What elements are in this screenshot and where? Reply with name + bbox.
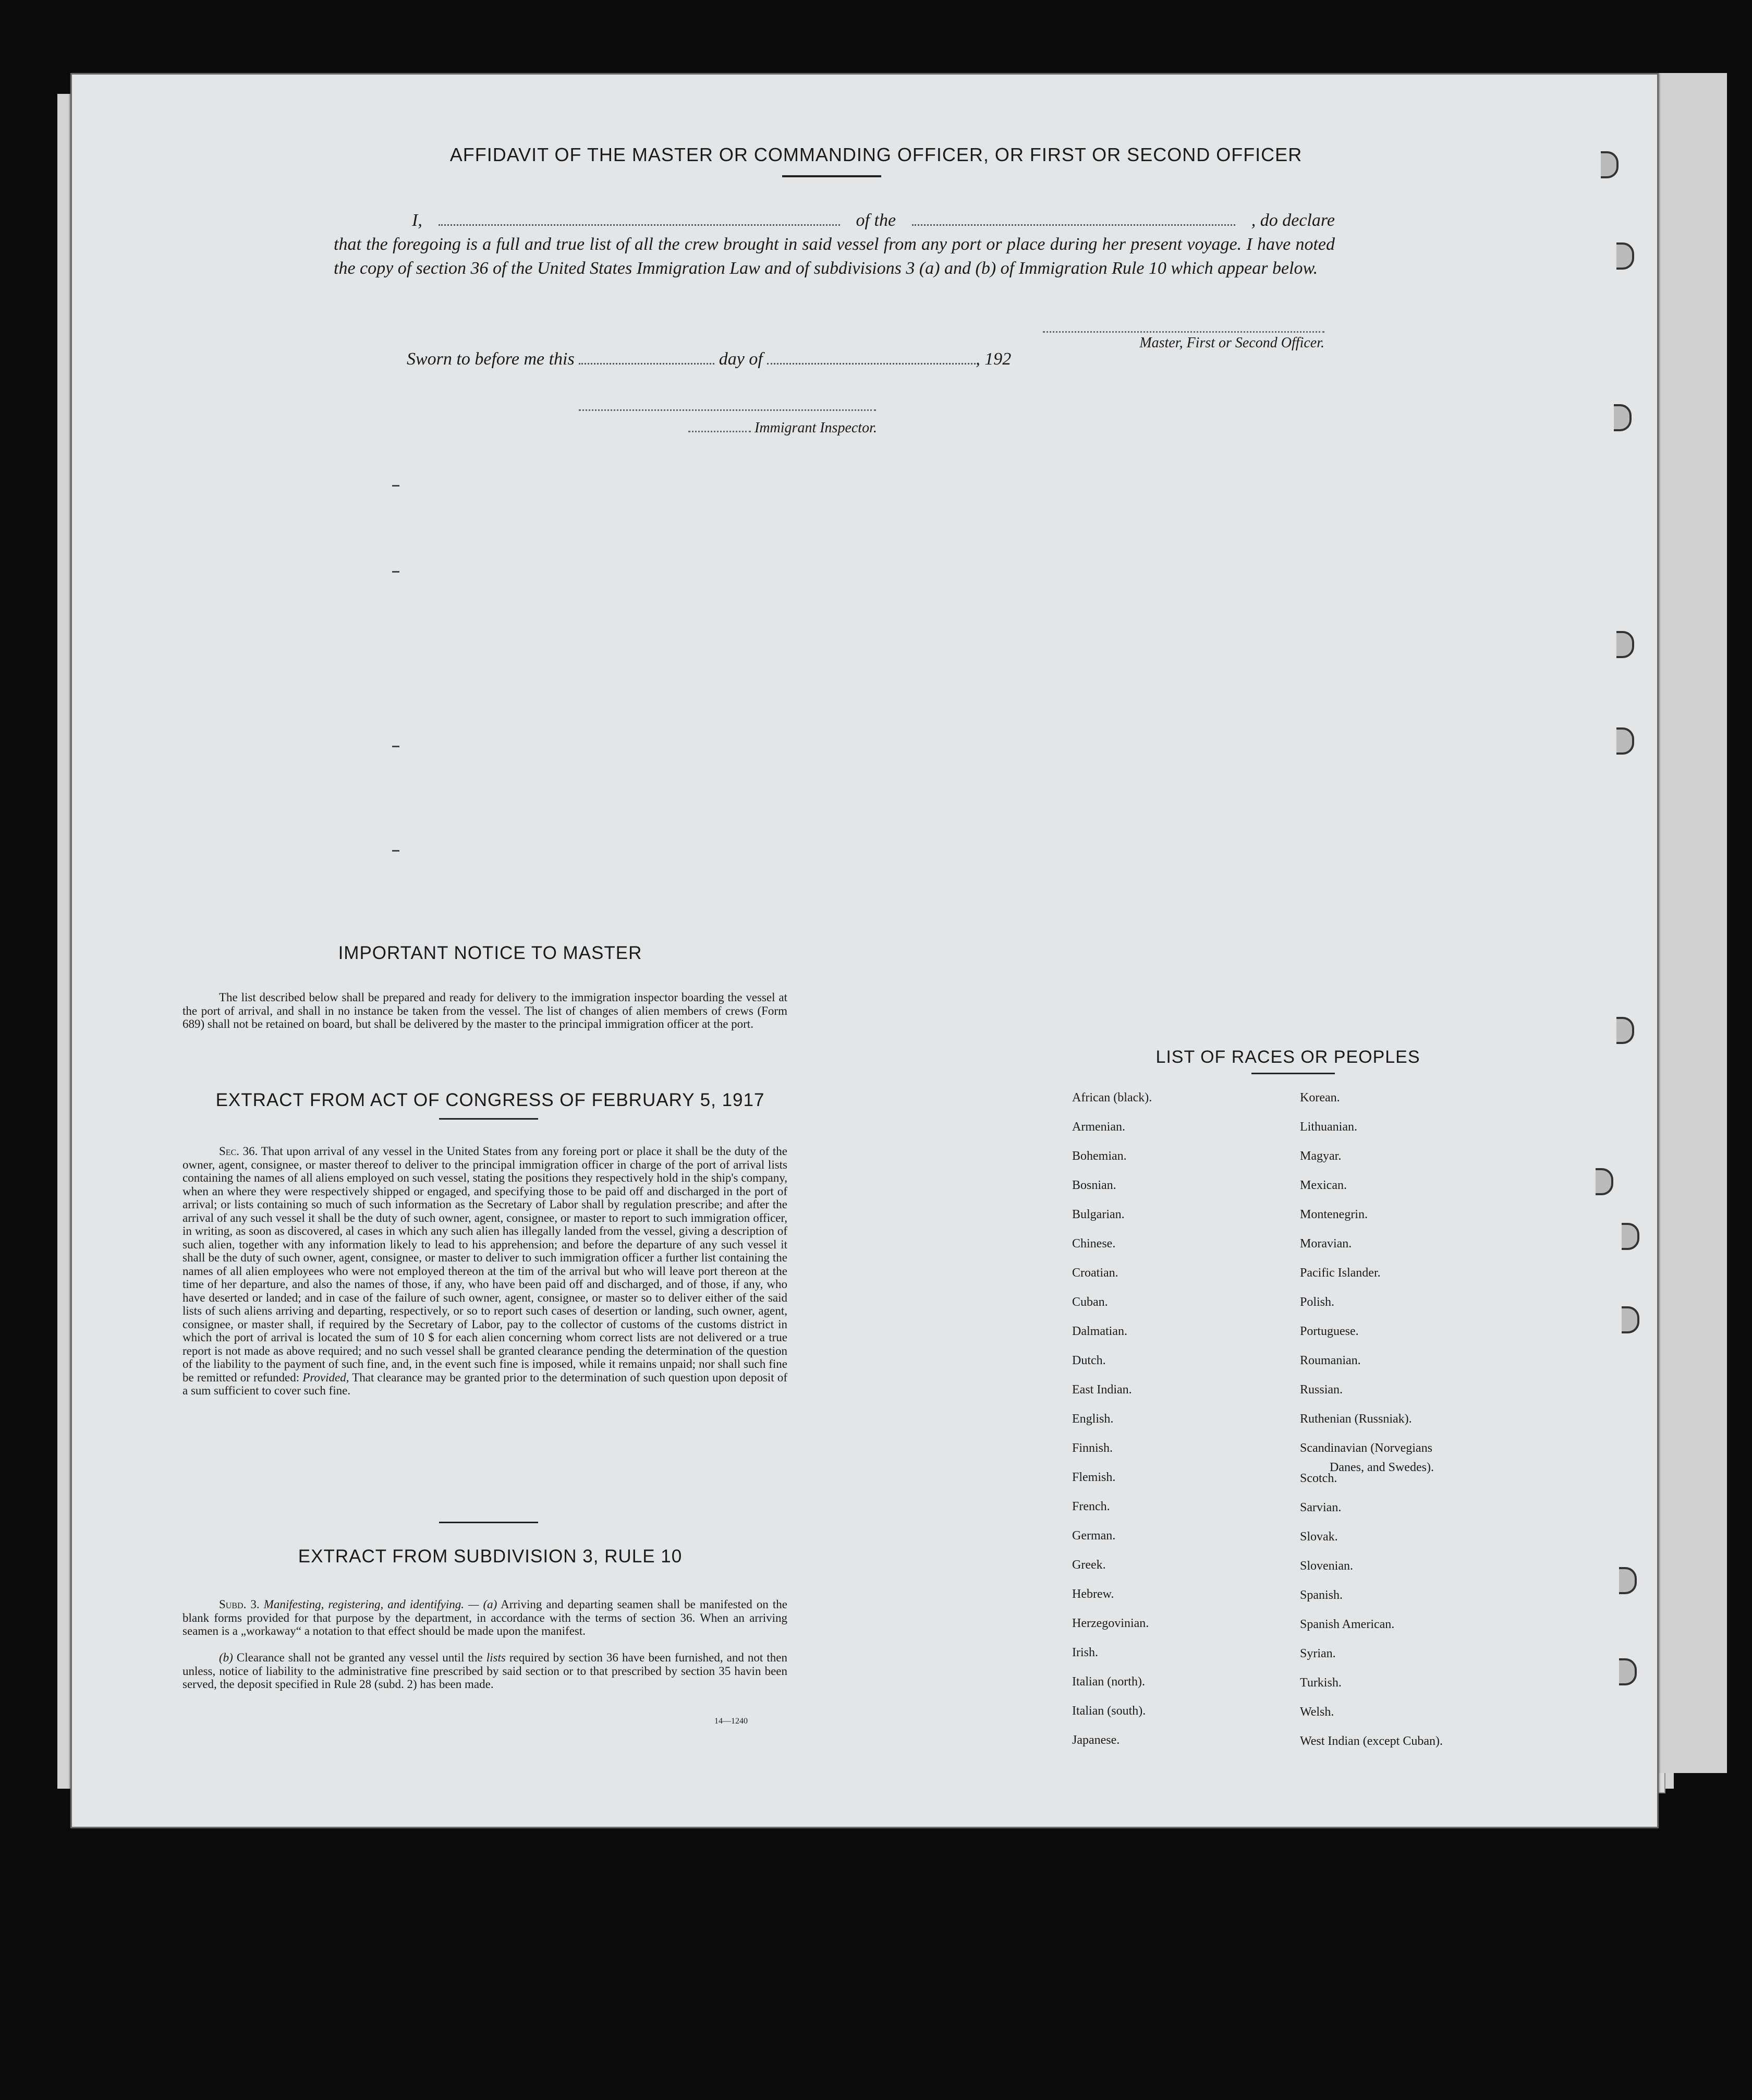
race-item: Bosnian. [1072,1179,1116,1192]
race-item: Montenegrin. [1300,1208,1368,1221]
rule-extract-title: EXTRACT FROM SUBDIVISION 3, RULE 10 [298,1546,683,1567]
race-item: English. [1072,1412,1114,1426]
race-item: Mexican. [1300,1179,1347,1192]
race-item: West Indian (except Cuban). [1300,1734,1443,1748]
race-item: Pacific Islander. [1300,1266,1381,1280]
mark [392,571,399,573]
act-extract-text: Sec. 36. That upon arrival of any vessel in the United States from any foreing port or place it shall be the duty of the owner, agent, consignee, or master thereof to deliver to the principal immigration officer in charge of the port of arrival lists containing the names of all aliens employed on such vessel, stating the positions they respectively hold in the ship's company, when an where they were respectively shipped or engaged, and specifying those to be paid off and discharged in the port of arrival; or lists containing so much of such information as the Secretary of Labor shall by regulation prescribe; and after the arrival of any such vessel it shall be the duty of such owner, agent, consignee, or master to report to such immigration officer, in writing, as soon as discovered, al cases in which any such alien has illegally landed from the vessel, giving a description of such alien, together with any information likely to lead to his apprehension; and before the departure of any such vessel it shall be the duty of such owner, agent, consignee, or master to deliver to such immigration officer a further list containing the names of all alien employees who were not employed thereon at the tim of the arrival but who will leave port thereon at the time of her departure, and also the names of those, if any, who have been paid off and discharged, and of those, if any, who have deserted or landed; and in case of the failure of such owner, agent, consignee, or master so to deliver either of the said lists of such aliens arriving and departing, respectively, or so to report such cases of desertion or landing, such owner, agent, consignee, or master shall, if required by the Secretary of Labor, pay to the collector of customs of the customs district in which the port of arrival is located the sum of 10 $ for each alien concerning whom correct lists are not delivered or a true report is not made as above required; and no such vessel shall be granted clearance pending the determination of the question of the liability to the payment of such fine, and, in the event such fine is imposed, while it remains unpaid; nor shall such fine be remitted or refunded: Provided, That clearance may be granted prior to the determination of such question upon deposit of a sum sufficient to cover such fine. [182,1145,787,1397]
race-item: Greek. [1072,1558,1106,1572]
race-item: Spanish American. [1300,1618,1395,1631]
race-item: Welsh. [1300,1705,1334,1719]
race-item: Cuban. [1072,1295,1108,1309]
rule-extract-text-b: (b) Clearance shall not be granted any vessel until the lists required by section 36 have been furnished, and not then unless, notice of liability to the administrative fine prescribed by said section or to that prescribed by section 35 havin been served, the deposit specified in Rule 28 (subd. 2) has been made. [182,1651,788,1691]
race-item: Roumanian. [1300,1354,1361,1367]
race-item: Korean. [1300,1091,1340,1104]
race-item: Dutch. [1072,1354,1106,1367]
race-item: Polish. [1300,1295,1335,1309]
affidavit-declaration [334,209,1335,281]
race-item: Finnish. [1072,1441,1113,1455]
mark [392,485,399,487]
name-blank [439,224,840,226]
race-item: Croatian. [1072,1266,1118,1280]
form-number: 14—1240 [714,1717,748,1726]
race-item: Scandinavian (Norvegians [1300,1441,1432,1455]
race-item: Bulgarian. [1072,1208,1125,1221]
races-title: LIST OF RACES OR PEOPLES [1155,1047,1420,1067]
race-item: Scotch. [1300,1472,1337,1485]
notice-text: The list described below shall be prepared and ready for delivery to the immigration inspector boarding the vessel at the port of arrival, and shall in no instance be taken from the vessel. The list of changes of alien members of crews (Form 689) shall not be retained on board, but shall be delivered by the master to the principal immigration officer at the port. [182,991,787,1030]
race-item: Flemish. [1072,1471,1116,1484]
mark [392,746,399,747]
race-item: Russian. [1300,1383,1343,1397]
declaration-of-the: of the [856,211,896,230]
race-item: Herzegovinian. [1072,1617,1149,1630]
affidavit-title: AFFIDAVIT OF THE MASTER OR COMMANDING OFFICER, OR FIRST OR SECOND OFFICER [449,144,1303,165]
mark [392,850,399,852]
race-item: Danes, and Swedes). [1330,1461,1434,1474]
declaration-body: that the foregoing is a full and true list of all the crew brought in said vessel from any port or place during her present voyage. I have noted the copy of section 36 of the United States Immigration Law and of subdivisions 3 (a) and (b) of Immigration Rule 10 which appear below. [334,235,1335,278]
race-item: Irish. [1072,1646,1098,1659]
races-title-rule [1251,1073,1335,1074]
act-extract-title: EXTRACT FROM ACT OF CONGRESS OF FEBRUARY 5, 1917 [215,1090,765,1110]
race-item: Sarvian. [1300,1501,1342,1514]
race-item: Chinese. [1072,1237,1116,1251]
race-item: Bohemian. [1072,1149,1127,1163]
race-item: Syrian. [1300,1647,1336,1660]
sworn-line: Sworn to before me this day of , 192 [407,349,1012,369]
race-item: Slovenian. [1300,1559,1353,1573]
race-item: Dalmatian. [1072,1325,1127,1338]
notice-title: IMPORTANT NOTICE TO MASTER [338,943,642,963]
rule-extract-text-a: Subd. 3. Manifesting, registering, and identifying. — (a) Arriving and departing seamen shall be manifested on the blank forms provided for that purpose by the department, in accordance with the terms of section 36. When an arriving seamen is a „workaway“ a notation to that effect should be made upon the manifest. [182,1598,787,1637]
race-item: German. [1072,1529,1116,1543]
signature-line [1043,331,1324,333]
race-item: French. [1072,1500,1110,1513]
inspector-label: Immigrant Inspector. [688,420,877,436]
race-item: Spanish. [1300,1588,1343,1602]
race-item: East Indian. [1072,1383,1132,1397]
declaration-i: I, [412,211,422,230]
race-item: Magyar. [1300,1149,1342,1163]
race-item: Turkish. [1300,1676,1342,1690]
race-item: Hebrew. [1072,1587,1114,1601]
section-rule [439,1118,538,1120]
race-item: Japanese. [1072,1733,1120,1747]
race-item: Italian (north). [1072,1675,1145,1689]
race-item: Moravian. [1300,1237,1352,1251]
race-item: Portuguese. [1300,1325,1359,1338]
inspector-signature-line [579,409,876,411]
race-item: Armenian. [1072,1120,1125,1134]
section-rule [439,1522,538,1523]
race-item: African (black). [1072,1091,1152,1104]
race-item: Slovak. [1300,1530,1338,1544]
title-rule [782,175,881,177]
race-item: Italian (south). [1072,1704,1146,1718]
declaration-end: , do declare [1251,211,1335,230]
race-item: Lithuanian. [1300,1120,1357,1134]
vessel-blank [912,224,1235,226]
race-item: Ruthenian (Russniak). [1300,1412,1412,1426]
signature-label: Master, First or Second Officer. [1139,335,1324,351]
